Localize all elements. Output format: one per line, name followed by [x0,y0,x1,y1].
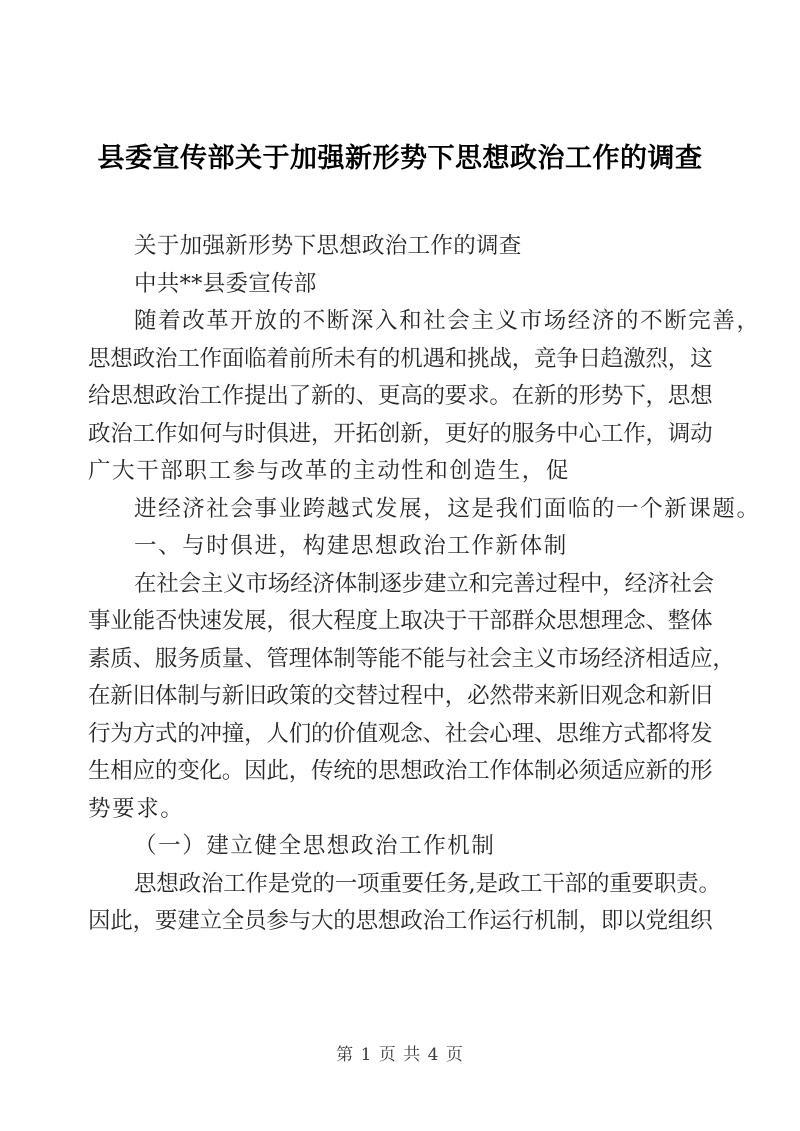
document-body [88,228,761,941]
paragraph-1-line-1: 随着改革开放的不断深入和社会主义市场经济的不断完善， [134,308,761,334]
paragraph-3-line-4: 在新旧体制与新旧政策的交替过程中，必然带来新旧观念和新旧 [88,683,713,709]
page-title: 县委宣传部关于加强新形势下思想政治工作的调查 [97,143,703,174]
paragraph-3-line-1: 在社会主义市场经济体制逐步建立和完善过程中，经济社会 [134,570,714,597]
paragraph-3-line-5: 行为方式的冲撞，人们的价值观念、社会心理、思维方式都将发 [88,720,713,747]
paragraph-3-line-2: 事业能否快速发展，很大程度上取决于干部群众思想理念、整体 [88,608,713,634]
subtitle-line-2: 中共**县委宣传部 [134,270,317,297]
subtitle-line-1: 关于加强新形势下思想政治工作的调查 [134,233,522,259]
paragraph-2-line-1: 进经济社会事业跨越式发展，这是我们面临的一个新课题。 [134,495,761,522]
paragraph-1-line-3: 给思想政治工作提出了新的、更高的要求。在新的形势下，思想 [88,383,713,409]
heading-1: 一、与时俱进，构建思想政治工作新体制 [134,533,568,559]
paragraph-1-line-4: 政治工作如何与时俱进，开拓创新，更好的服务中心工作，调动 [88,420,713,447]
paragraph-3-line-7: 势要求。 [88,795,185,822]
heading-2: （一）建立健全思想政治工作机制 [134,833,496,859]
paragraph-1-line-5: 广大干部职工参与改革的主动性和创造生，促 [88,458,571,484]
paragraph-1-line-2: 思想政治工作面临着前所未有的机遇和挑战，竞争日趋激烈，这 [88,345,713,372]
paragraph-4-line-2: 因此，要建立全员参与大的思想政治工作运行机制，即以党组织 [88,908,713,934]
paragraph-4-line-1: 思想政治工作是党的一项重要任务,是政工干部的重要职责。 [134,870,721,897]
paragraph-3-line-3: 素质、服务质量、管理体制等能不能与社会主义市场经济相适应， [88,645,735,672]
page-footer: 第 1 页 共 4 页 [336,1045,464,1065]
paragraph-3-line-6: 生相应的变化。因此，传统的思想政治工作体制必须适应新的形 [88,758,713,784]
